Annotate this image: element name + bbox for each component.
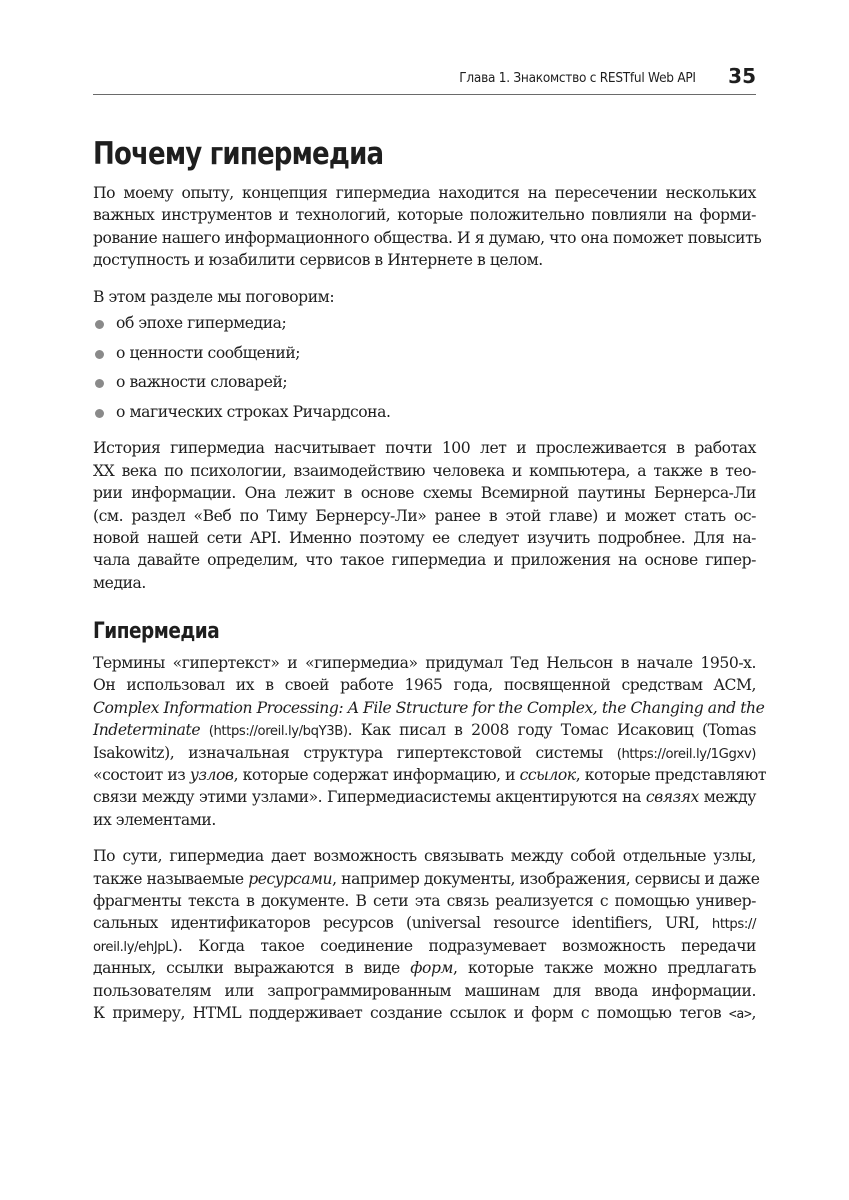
list-item	[93, 309, 756, 339]
text-line: чала давайте определим, что такое гипермедиа и приложения на основе гипер-	[93, 551, 756, 570]
hypermedia-paragraph-1	[93, 652, 767, 831]
emphasis: узлов	[189, 766, 234, 785]
reference-link[interactable]: https://	[711, 917, 756, 933]
emphasis: связях	[645, 788, 699, 807]
bullet-icon	[95, 379, 104, 388]
section-heading: Почему гипермедиа	[93, 136, 384, 172]
reference-link[interactable]: oreil.ly/ehJpL	[93, 939, 173, 955]
text-run: между	[703, 788, 756, 807]
text-line	[93, 697, 765, 719]
page-number: 35	[728, 64, 756, 88]
text-line: По моему опыту, концепция гипермедиа находится на пересечении нескольких	[93, 184, 756, 202]
list-lead-paragraph	[93, 286, 756, 308]
emphasis: ресурсами	[248, 869, 333, 888]
chapter-running-title: Глава 1. Знакомство с RESTful Web API	[459, 70, 696, 86]
text-line: Термины «гипертекст» и «гипермедиа» придумал Тед Нельсон в начале 1950-х.	[93, 654, 756, 673]
list-item-text: о ценности сообщений;	[116, 343, 301, 362]
text-run: данных, ссылки выражаются в виде	[93, 959, 400, 978]
reference-link[interactable]: (https://oreil.ly/1Ggxv)	[616, 746, 756, 762]
book-title-italic: Indeterminate	[93, 721, 201, 740]
text-line: XX века по психологии, взаимодействию человека и компьютера, а также в тео-	[93, 461, 756, 480]
text-line: медиа.	[93, 573, 146, 592]
text-run: , которые представляют	[575, 766, 767, 785]
text-run: ,	[751, 1003, 756, 1022]
text-line: новой нашей сети API. Именно поэтому ее следует изучить подробнее. Для на-	[93, 528, 756, 547]
reference-link[interactable]: (https://oreil.ly/bqY3B)	[208, 724, 348, 740]
text-run: также называемые	[93, 869, 244, 888]
text-line	[93, 764, 767, 786]
text-line	[93, 957, 756, 979]
history-paragraph	[93, 437, 756, 594]
text-line: История гипермедиа насчитывает почти 100 лет и прослеживается в работах	[93, 439, 756, 458]
emphasis: ссылок	[519, 766, 576, 785]
text-line: важных инструментов и технологий, которые положительно повлияли на форми-	[93, 206, 756, 225]
text-run: сальных идентификаторов ресурсов (universal resource identifiers, URI,	[93, 914, 700, 933]
subsection-heading: Гипермедиа	[93, 619, 220, 645]
text-line	[93, 786, 756, 808]
list-item	[93, 398, 756, 428]
text-run: связи между этими узлами». Гипермедиасистемы акцентируются на	[93, 788, 641, 807]
text-line	[93, 935, 756, 957]
html-tag-code: <a>	[728, 1006, 752, 1022]
book-title-italic: Complex Information Processing: A File Structure for the Complex, the Changing and the	[93, 698, 765, 717]
text-line: В этом разделе мы поговорим:	[93, 287, 335, 306]
list-item	[93, 368, 756, 398]
intro-paragraph	[93, 182, 762, 272]
text-run: , например документы, изображения, сервисы и даже	[332, 869, 760, 888]
text-line: (см. раздел «Веб по Тиму Бернерсу-Ли» ранее в этой главе) и может стать ос-	[93, 506, 756, 525]
text-line: рии информации. Она лежит в основе схемы Всемирной паутины Бернерса-Ли	[93, 484, 756, 503]
text-run: , которые также можно предлагать	[453, 959, 756, 978]
text-line: фрагменты текста в документе. В сети эта связь реализуется с помощью универ-	[93, 891, 756, 910]
text-line: доступность и юзабилити сервисов в Интернете в целом.	[93, 251, 543, 270]
bullet-icon	[95, 320, 104, 329]
list-item-text: о важности словарей;	[116, 373, 288, 392]
emphasis: форм	[410, 959, 454, 978]
text-run: «состоит из	[93, 766, 186, 785]
running-header	[93, 64, 756, 95]
text-line	[93, 1002, 756, 1024]
list-item-text: об эпохе гипермедиа;	[116, 313, 287, 332]
text-line	[93, 868, 760, 890]
hypermedia-paragraph-2	[93, 845, 760, 1024]
text-run: . Как писал в 2008 году Томас Исаковиц (Tomas	[347, 721, 756, 740]
list-item-text: о магических строках Ричардсона.	[116, 402, 391, 421]
text-line: их элементами.	[93, 810, 216, 829]
text-run: Isakowitz), изначальная структура гипертекстовой системы	[93, 743, 603, 762]
text-run: ). Когда такое соединение подразумевает возможность передачи	[172, 936, 756, 955]
text-line: По сути, гипермедиа дает возможность связывать между собой отдельные узлы,	[93, 847, 756, 866]
text-line	[93, 912, 756, 934]
text-line: рование нашего информационного общества. И я думаю, что она поможет повысить	[93, 228, 762, 247]
text-run: , которые содержат информацию, и	[233, 766, 516, 785]
bullet-icon	[95, 409, 104, 418]
text-line	[93, 742, 756, 764]
topics-list	[93, 309, 756, 427]
text-run: К примеру, HTML поддерживает создание ссылок и форм с помощью тегов	[93, 1003, 722, 1022]
page-content	[93, 130, 767, 1024]
text-line: пользователям или запрограммированным машинам для ввода информации.	[93, 981, 756, 1000]
list-item	[93, 339, 756, 369]
text-line: Он использовал их в своей работе 1965 года, посвященной средствам ACM,	[93, 676, 756, 695]
bullet-icon	[95, 350, 104, 359]
text-line	[93, 719, 756, 741]
